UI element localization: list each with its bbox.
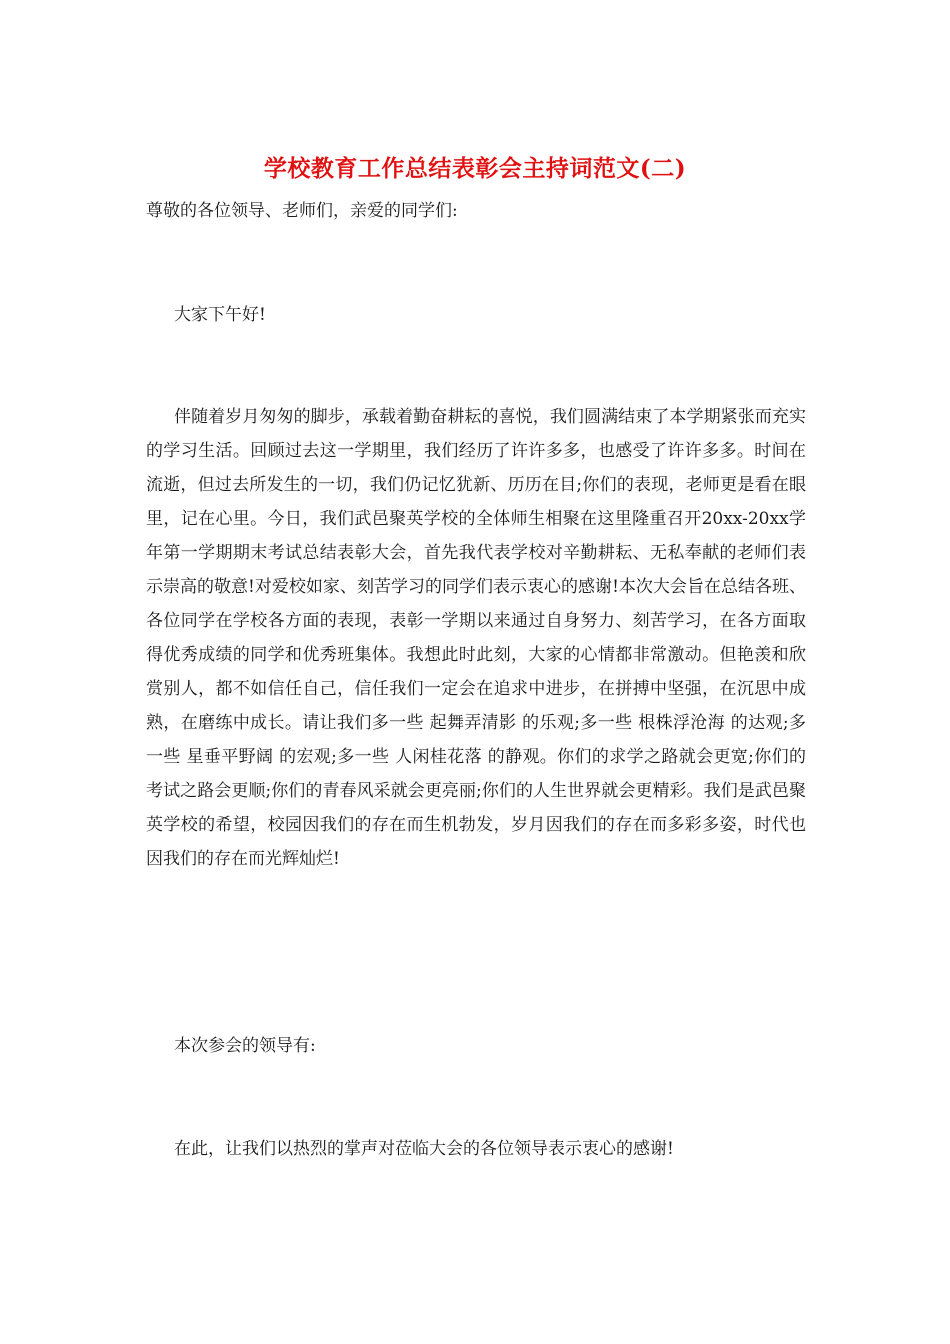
document-title: 学校教育工作总结表彰会主持词范文(二) — [263, 155, 687, 182]
leaders-paragraph: 本次参会的领导有: — [174, 1036, 316, 1056]
salutation-line: 尊敬的各位领导、老师们，亲爱的同学们: — [146, 201, 458, 221]
greeting-paragraph: 大家下午好! — [174, 305, 266, 325]
thanks-paragraph: 在此，让我们以热烈的掌声对莅临大会的各位领导表示衷心的感谢! — [174, 1139, 674, 1159]
main-body-paragraph: 伴随着岁月匆匆的脚步，承载着勤奋耕耘的喜悦，我们圆满结束了本学期紧张而充实的学习生活。回顾过去这一学期里，我们经历了许许多多，也感受了许许多多。时间在流逝，但过去所发生的一切，我们仍记忆犹新、历历在目;你们的表现，老师更是看在眼里，记在心里。今日，我们武邑聚英学校的全体师生相聚在这里隆重召开20xx-20xx学年第一学期期末考试总结表彰大会，首先我代表学校对辛勤耕耘、无私奉献的老师们表示崇高的敬意!对爱校如家、刻苦学习的同学们表示衷心的感谢!本次大会旨在总结各班、各位同学在学校各方面的表现，表彰一学期以来通过自身努力、刻苦学习，在各方面取得优秀成绩的同学和优秀班集体。我想此时此刻，大家的心情都非常激动。但艳羡和欣赏别人，都不如信任自己，信任我们一定会在追求中进步，在拼搏中坚强，在沉思中成熟，在磨练中成长。请让我们多一些 起舞弄清影 的乐观;多一些 根株浮沧海 的达观;多一些 星垂平野阔 的宏观;多一些 人闲桂花落 的静观。你们的求学之路就会更宽;你们的考试之路会更顺;你们的青春风采就会更亮丽;你们的人生世界就会更精彩。我们是武邑聚英学校的希望，校园因我们的存在而生机勃发，岁月因我们的存在而多彩多姿，时代也因我们的存在而光辉灿烂! — [146, 407, 806, 869]
